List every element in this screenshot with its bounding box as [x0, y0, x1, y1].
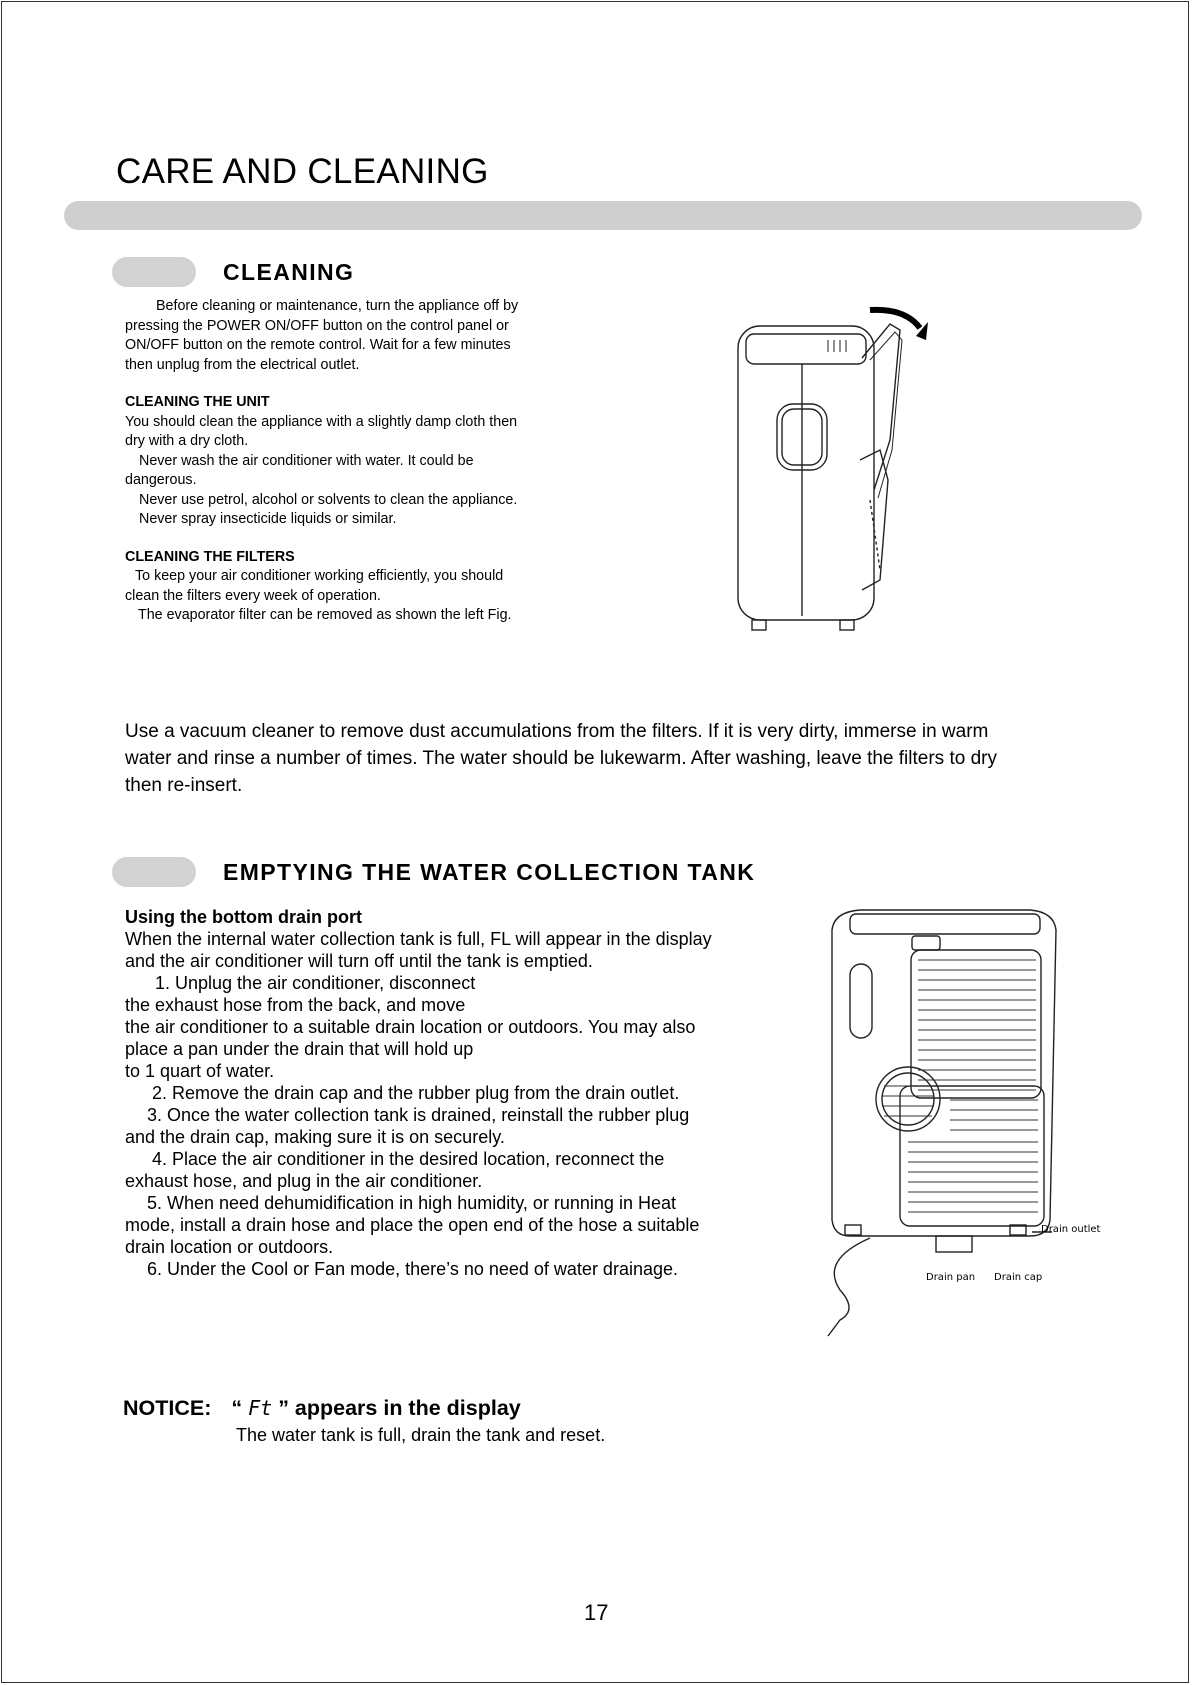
section-pill [112, 257, 196, 287]
intro-line: ON/OFF button on the remote control. Wait for a few minutes [125, 337, 511, 353]
intro-line: pressing the POWER ON/OFF button on the control panel or [125, 317, 509, 334]
tank-text [125, 906, 805, 1280]
vacuum-line: water and rinse a number of times. The water should be lukewarm. After washing, leave the filters to dry [125, 748, 997, 769]
notice-label: NOTICE: [123, 1396, 212, 1420]
tank-line: When the internal water collection tank is full, FL will appear in the display [125, 929, 712, 949]
drain-outlet-label: Drain outlet [1041, 1224, 1101, 1235]
cleaning-heading: CLEANING [223, 259, 355, 285]
tank-line: 3. Once the water collection tank is drained, reinstall the rubber plug [147, 1105, 690, 1125]
tank-subheading: Using the bottom drain port [125, 907, 362, 927]
unit-line: You should clean the appliance with a slightly damp cloth then [125, 413, 518, 430]
drain-cap-label: Drain cap [994, 1272, 1043, 1283]
vacuum-line: then re-insert. [125, 775, 243, 796]
tank-line: mode, install a drain hose and place the open end of the hose a suitable [125, 1215, 700, 1235]
notice-open-quote: “ [231, 1396, 243, 1420]
cleaning-filters-heading: CLEANING THE FILTERS [125, 548, 295, 565]
tank-line: 6. Under the Cool or Fan mode, there’s no need of water drainage. [147, 1259, 678, 1279]
filters-line: clean the filters every week of operation. [125, 587, 381, 604]
intro-line: then unplug from the electrical outlet. [125, 356, 360, 373]
tank-line: exhaust hose, and plug in the air conditioner. [125, 1171, 483, 1191]
vacuum-line: Use a vacuum cleaner to remove dust accumulations from the filters. If it is very dirty, immerse in warm [125, 721, 989, 742]
tank-line: and the drain cap, making sure it is on securely. [125, 1127, 505, 1147]
intro-line: Before cleaning or maintenance, turn the appliance off by [156, 298, 519, 314]
tank-line: 2. Remove the drain cap and the rubber plug from the drain outlet. [152, 1083, 680, 1103]
cleaning-text [125, 297, 595, 626]
unit-line: dangerous. [125, 472, 197, 488]
tank-line: and the air conditioner will turn off until the tank is emptied. [125, 951, 593, 971]
tank-line: 1. Unplug the air conditioner, disconnect [155, 973, 476, 993]
tank-line: 4. Place the air conditioner in the desired location, reconnect the [152, 1149, 665, 1169]
display-code: Ft [248, 1396, 273, 1420]
tank-line: the exhaust hose from the back, and move [125, 995, 466, 1015]
unit-line: dry with a dry cloth. [125, 433, 249, 449]
tank-line: drain location or outdoors. [125, 1237, 334, 1257]
filters-line: To keep your air conditioner working efficiently, you should [135, 568, 504, 584]
page-number: 17 [584, 1600, 609, 1625]
cleaning-unit-heading: CLEANING THE UNIT [125, 394, 270, 410]
vacuum-text [125, 718, 1085, 799]
tank-line: 5. When need dehumidification in high humidity, or running in Heat [147, 1193, 676, 1213]
tank-line: to 1 quart of water. [125, 1061, 275, 1081]
tank-heading: EMPTYING THE WATER COLLECTION TANK [223, 859, 756, 885]
tank-line: the air conditioner to a suitable drain location or outdoors. You may also [125, 1017, 696, 1037]
title-bar [64, 201, 1142, 230]
tank-line: place a pan under the drain that will hold up [125, 1039, 474, 1059]
unit-line: Never use petrol, alcohol or solvents to clean the appliance. [139, 491, 518, 508]
filter-removal-illustration [730, 300, 950, 640]
filters-line: The evaporator filter can be removed as shown the left Fig. [138, 607, 512, 623]
drain-pan-label: Drain pan [926, 1272, 976, 1283]
section-pill [112, 857, 196, 887]
notice-line [123, 1396, 521, 1421]
unit-line: Never spray insecticide liquids or similar. [139, 511, 397, 527]
notice-text: ” appears in the display [278, 1396, 521, 1420]
page-title: CARE AND CLEANING [116, 152, 489, 191]
notice-subtext: The water tank is full, drain the tank and reset. [236, 1425, 606, 1445]
unit-line: Never wash the air conditioner with water. It could be [139, 452, 474, 469]
